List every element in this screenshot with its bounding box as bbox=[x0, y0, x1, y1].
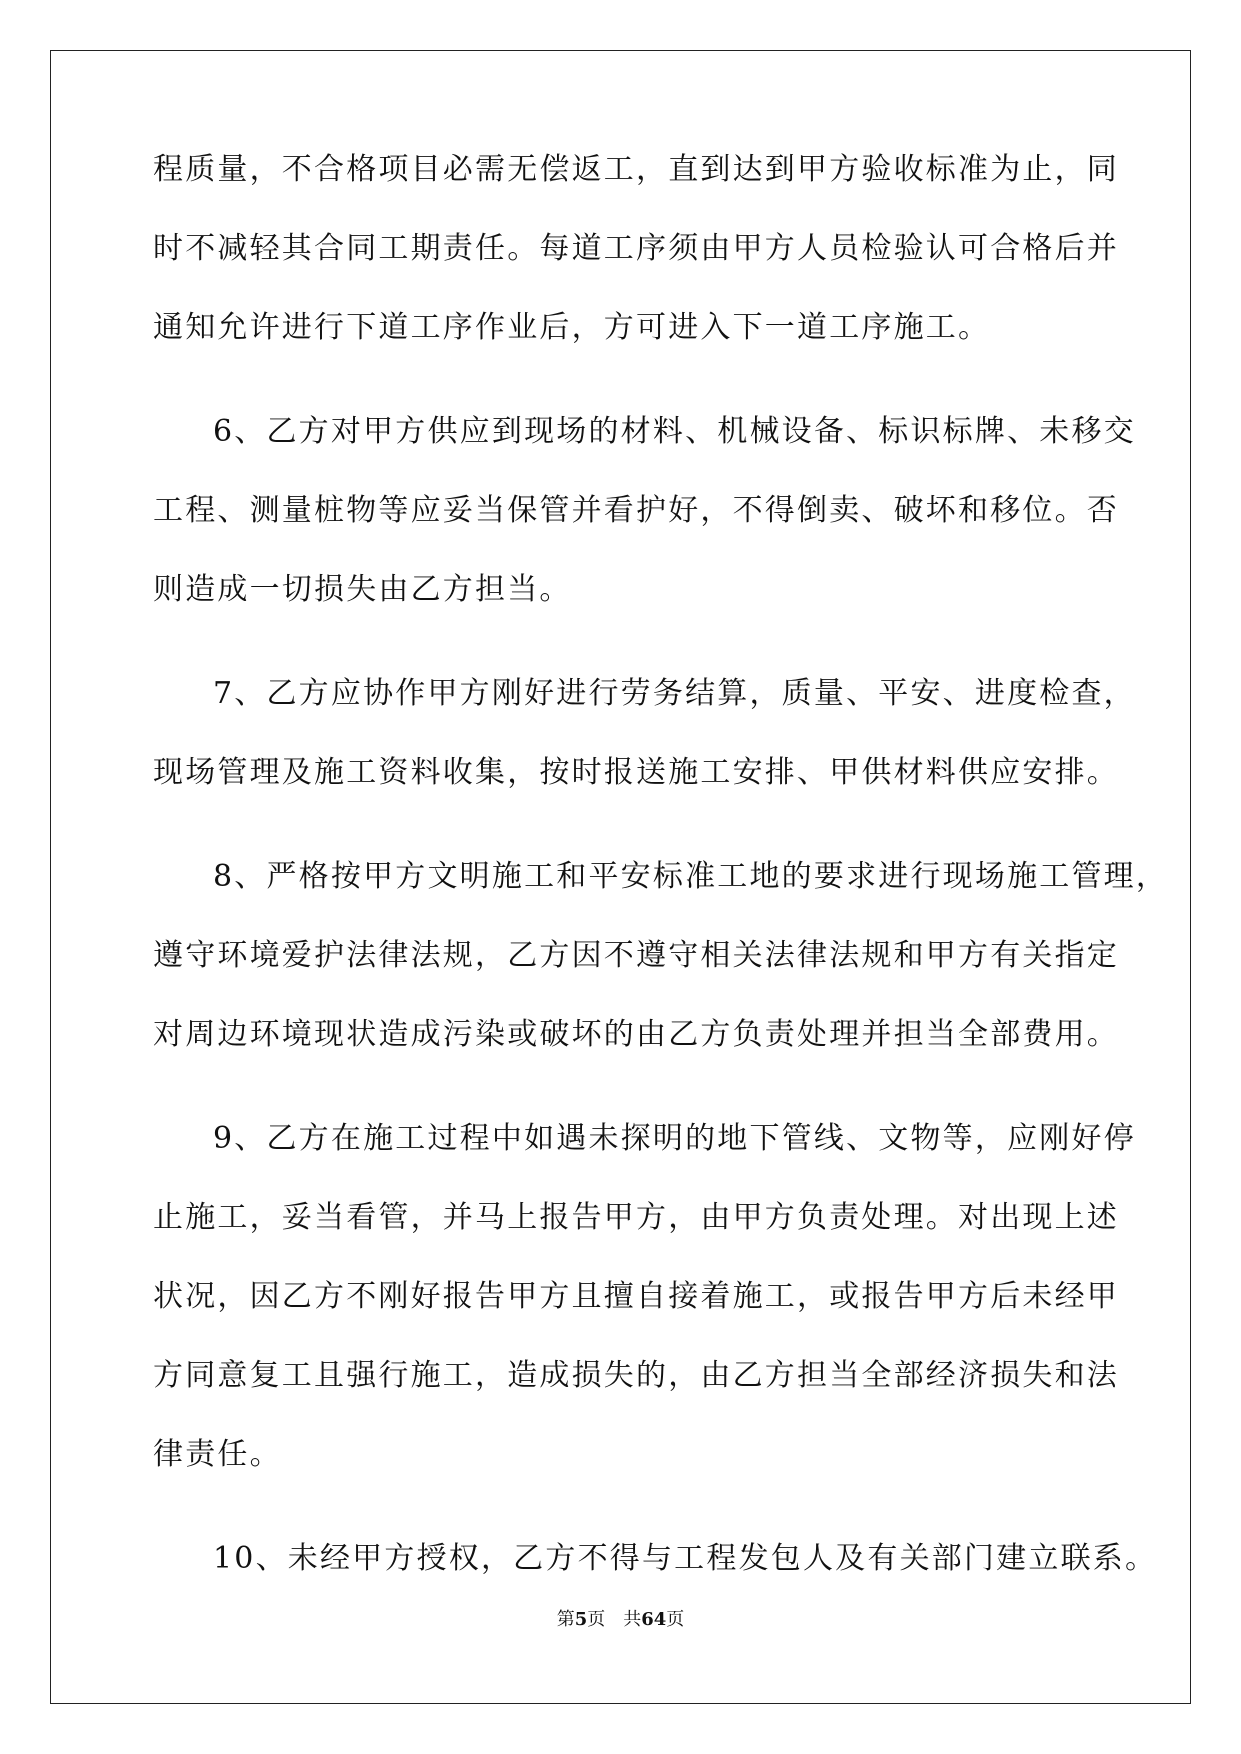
text-line: 6、乙方对甲方供应到现场的材料、机械设备、标识标牌、未移交 bbox=[213, 414, 1136, 449]
text-line: 对周边环境现状造成污染或破坏的由乙方负责处理并担当全部费用。 bbox=[153, 1017, 1119, 1052]
text-line: 止施工，妥当看管，并马上报告甲方，由甲方负责处理。对出现上述 bbox=[153, 1200, 1119, 1235]
text-line: 律责任。 bbox=[153, 1437, 282, 1472]
text-line: 方同意复工且强行施工，造成损失的，由乙方担当全部经济损失和法 bbox=[153, 1358, 1119, 1393]
text-line: 则造成一切损失由乙方担当。 bbox=[153, 572, 572, 607]
page-footer bbox=[0, 1608, 1241, 1632]
text-line: 遵守环境爱护法律法规，乙方因不遵守相关法律法规和甲方有关指定 bbox=[153, 938, 1119, 973]
footer-page-number: 5 bbox=[574, 1609, 588, 1630]
footer-total-pages: 64 bbox=[641, 1609, 667, 1630]
text-line: 8、严格按甲方文明施工和平安标准工地的要求进行现场施工管理， bbox=[213, 859, 1169, 894]
footer-suffix: 页 bbox=[666, 1609, 685, 1630]
footer-middle: 页 共 bbox=[587, 1609, 642, 1630]
text-line: 工程、测量桩物等应妥当保管并看护好，不得倒卖、破坏和移位。否 bbox=[153, 493, 1119, 528]
footer-prefix: 第 bbox=[556, 1609, 575, 1630]
text-line: 通知允许进行下道工序作业后，方可进入下一道工序施工。 bbox=[153, 310, 991, 345]
text-line: 9、乙方在施工过程中如遇未探明的地下管线、文物等，应刚好停 bbox=[213, 1121, 1136, 1156]
text-line: 状况，因乙方不刚好报告甲方且擅自接着施工，或报告甲方后未经甲 bbox=[153, 1279, 1119, 1314]
text-line: 现场管理及施工资料收集，按时报送施工安排、甲供材料供应安排。 bbox=[153, 755, 1119, 790]
text-line: 10、未经甲方授权，乙方不得与工程发包人及有关部门建立联系。 bbox=[213, 1541, 1158, 1576]
text-line: 7、乙方应协作甲方刚好进行劳务结算，质量、平安、进度检查， bbox=[213, 676, 1136, 711]
text-line: 程质量，不合格项目必需无偿返工，直到达到甲方验收标准为止，同 bbox=[153, 152, 1119, 187]
text-line: 时不减轻其合同工期责任。每道工序须由甲方人员检验认可合格后并 bbox=[153, 231, 1119, 266]
